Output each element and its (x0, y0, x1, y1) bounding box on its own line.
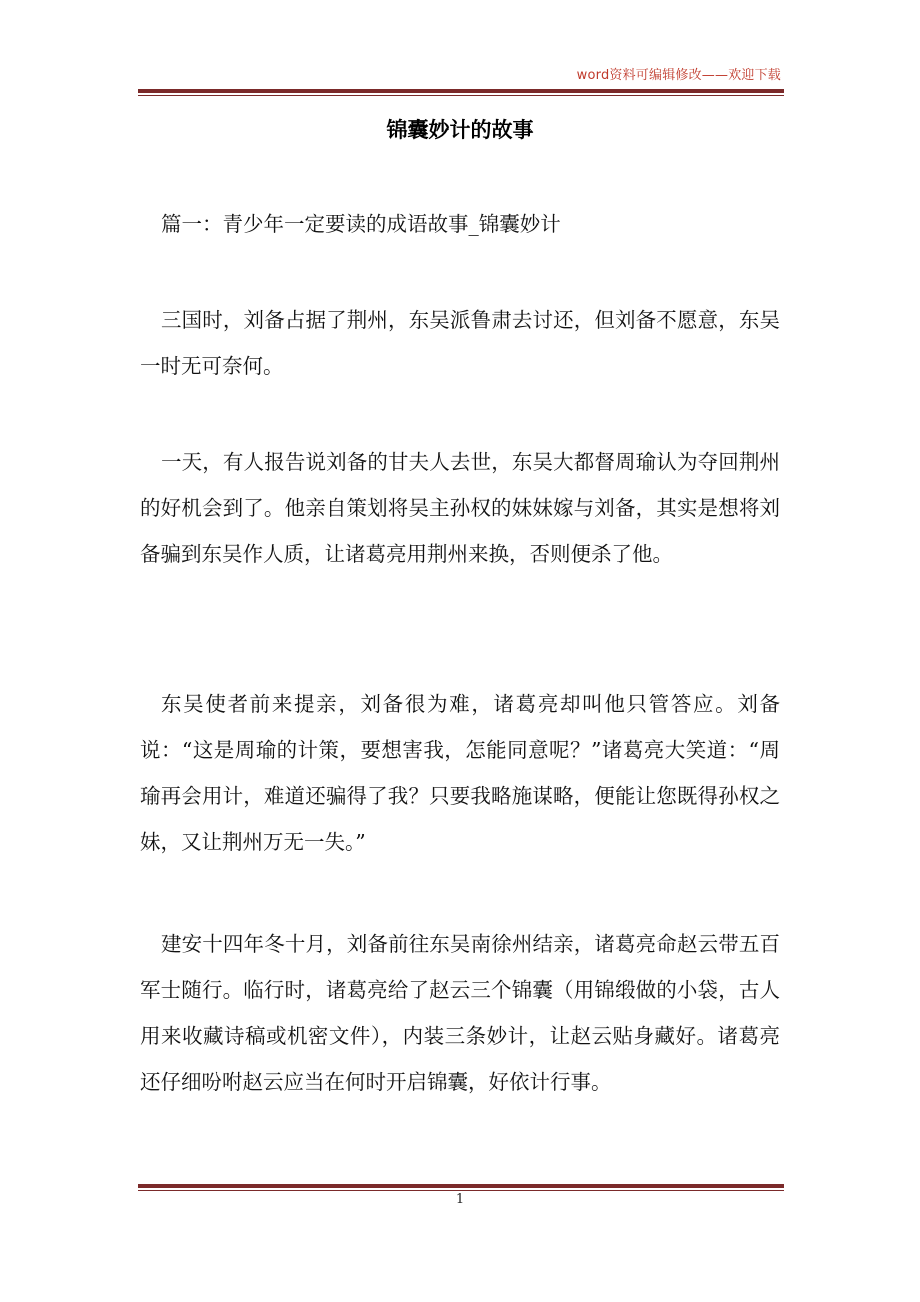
paragraph: 三国时，刘备占据了荆州，东吴派鲁肃去讨还，但刘备不愿意，东吴一时无可奈何。 (140, 308, 780, 378)
paragraph: 一天，有人报告说刘备的甘夫人去世，东吴大都督周瑜认为夺回荆州的好机会到了。他亲自策划将吴主孙权的妹妹嫁与刘备，其实是想将刘备骗到东吴作人质，让诸葛亮用荆州来换，否则便杀了他。 (140, 450, 780, 566)
document-title: 锦囊妙计的故事 (386, 118, 534, 142)
header-caption: word资料可编辑修改——欢迎下载 (576, 68, 781, 83)
footer-divider-thin (138, 1190, 784, 1191)
paragraph: 建安十四年冬十月，刘备前往东吴南徐州结亲，诸葛亮命赵云带五百军士随行。临行时，诸葛亮给了赵云三个锦囊（用锦缎做的小袋，古人用来收藏诗稿或机密文件），内装三条妙计，让赵云贴身藏好。诸葛亮还仔细吩咐赵云应当在何时开启锦囊，好依计行事。 (140, 932, 780, 1094)
paragraph: 东吴使者前来提亲，刘备很为难，诸葛亮却叫他只管答应。刘备说：“这是周瑜的计策，要想害我，怎能同意呢？”诸葛亮大笑道：“周瑜再会用计，难道还骗得了我？只要我略施谋略，便能让您既得孙权之妹，又让荆州万无一失。” (140, 692, 780, 854)
footer-divider (138, 1184, 784, 1191)
paragraph-section-heading: 篇一：青少年一定要读的成语故事_锦囊妙计 (161, 212, 561, 236)
footer-divider-thick (138, 1184, 784, 1188)
header-divider-thin (138, 95, 784, 96)
page-number: 1 (455, 1192, 465, 1207)
header-divider (138, 89, 784, 96)
header-divider-thick (138, 89, 784, 93)
